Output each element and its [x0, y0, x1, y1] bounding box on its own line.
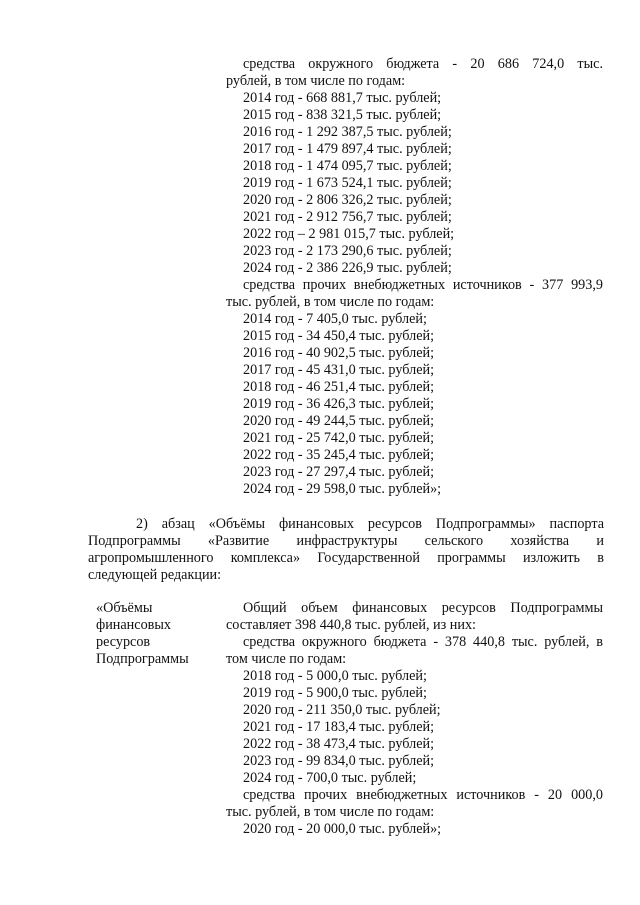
year-amount-line: 2014 год - 7 405,0 тыс. рублей;: [243, 311, 427, 327]
year-amount-line: 2024 год - 29 598,0 тыс. рублей»;: [243, 481, 442, 497]
year-amount-line: 2014 год - 668 881,7 тыс. рублей;: [243, 90, 442, 106]
text-line: средства прочих внебюджетных источников - 377 993,9: [243, 277, 603, 293]
text-line: тыс. рублей, в том числе по годам:: [226, 804, 435, 820]
text-line: средства прочих внебюджетных источников - 20 000,0: [243, 787, 603, 803]
year-amount-line: 2018 год - 1 474 095,7 тыс. рублей;: [243, 158, 452, 174]
year-amount-line: 2019 год - 1 673 524,1 тыс. рублей;: [243, 175, 452, 191]
text-line: агропромышленного комплекса» Государственной программы изложить в: [88, 550, 604, 566]
year-amount-line: 2017 год - 1 479 897,4 тыс. рублей;: [243, 141, 452, 157]
year-amount-line: 2022 год - 35 245,4 тыс. рублей;: [243, 447, 435, 463]
year-amount-line: 2023 год - 27 297,4 тыс. рублей;: [243, 464, 435, 480]
year-amount-line: 2021 год - 2 912 756,7 тыс. рублей;: [243, 209, 452, 225]
text-line: том числе по годам:: [226, 651, 347, 667]
year-amount-line: 2022 год – 2 981 015,7 тыс. рублей;: [243, 226, 455, 242]
text-line: рублей, в том числе по годам:: [226, 73, 406, 89]
year-amount-line: 2020 год - 2 806 326,2 тыс. рублей;: [243, 192, 452, 208]
year-amount-line: 2023 год - 2 173 290,6 тыс. рублей;: [243, 243, 452, 259]
text-line: 2) абзац «Объёмы финансовых ресурсов Подпрограммы» паспорта: [136, 516, 604, 532]
text-line: средства окружного бюджета - 20 686 724,0 тыс.: [243, 56, 603, 72]
text-line: тыс. рублей, в том числе по годам:: [226, 294, 435, 310]
year-amount-line: 2020 год - 211 350,0 тыс. рублей;: [243, 702, 441, 718]
label-line: Подпрограммы: [96, 651, 189, 667]
year-amount-line: 2018 год - 46 251,4 тыс. рублей;: [243, 379, 435, 395]
text-line: следующей редакции:: [88, 567, 222, 583]
year-amount-line: 2017 год - 45 431,0 тыс. рублей;: [243, 362, 435, 378]
text-line: Подпрограммы «Развитие инфраструктуры сельского хозяйства и: [88, 533, 604, 549]
year-amount-line: 2015 год - 34 450,4 тыс. рублей;: [243, 328, 435, 344]
text-line: составляет 398 440,8 тыс. рублей, из них:: [226, 617, 476, 633]
year-amount-line: 2024 год - 700,0 тыс. рублей;: [243, 770, 417, 786]
year-amount-line: 2020 год - 20 000,0 тыс. рублей»;: [243, 821, 442, 837]
year-amount-line: 2020 год - 49 244,5 тыс. рублей;: [243, 413, 435, 429]
year-amount-line: 2022 год - 38 473,4 тыс. рублей;: [243, 736, 435, 752]
label-line: ресурсов: [96, 634, 151, 650]
year-amount-line: 2018 год - 5 000,0 тыс. рублей;: [243, 668, 427, 684]
year-amount-line: 2019 год - 36 426,3 тыс. рублей;: [243, 396, 435, 412]
year-amount-line: 2024 год - 2 386 226,9 тыс. рублей;: [243, 260, 452, 276]
text-line: средства окружного бюджета - 378 440,8 тыс. рублей, в: [243, 634, 603, 650]
year-amount-line: 2023 год - 99 834,0 тыс. рублей;: [243, 753, 435, 769]
label-line: финансовых: [96, 617, 171, 633]
year-amount-line: 2016 год - 1 292 387,5 тыс. рублей;: [243, 124, 452, 140]
year-amount-line: 2019 год - 5 900,0 тыс. рублей;: [243, 685, 427, 701]
year-amount-line: 2021 год - 25 742,0 тыс. рублей;: [243, 430, 435, 446]
text-line: Общий объем финансовых ресурсов Подпрограммы: [243, 600, 603, 616]
label-line: «Объёмы: [96, 600, 153, 616]
year-amount-line: 2016 год - 40 902,5 тыс. рублей;: [243, 345, 435, 361]
year-amount-line: 2015 год - 838 321,5 тыс. рублей;: [243, 107, 442, 123]
year-amount-line: 2021 год - 17 183,4 тыс. рублей;: [243, 719, 435, 735]
